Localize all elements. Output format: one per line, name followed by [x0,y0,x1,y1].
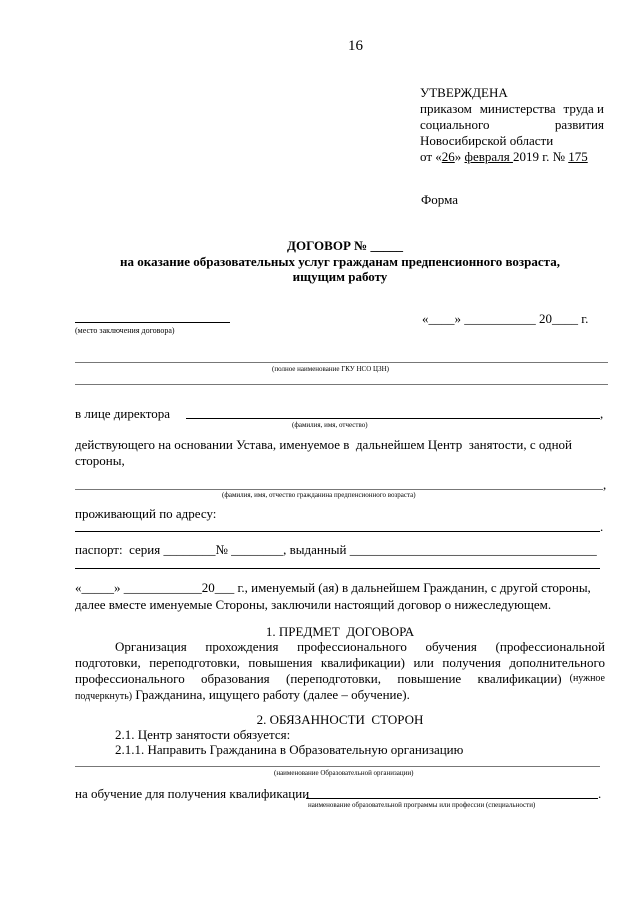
place-underline [75,322,230,323]
section-1-line-3 [75,671,605,687]
cszn-underline-2 [75,384,608,385]
basis-line-1: действующего на основании Устава, именуемое в дальнейшем Центр занятости, с одной [75,437,573,452]
approval-word: министерства [479,101,556,116]
approval-line-2 [420,117,604,133]
section-1-title: 1. ПРЕДМЕТ ДОГОВОРА [265,624,415,639]
training-underline [306,798,598,799]
date-year: 2019 г. № [512,149,569,164]
basis-text [75,437,608,469]
director-comma: , [600,406,604,421]
section-1-note: (нужное [569,673,605,684]
section-2-p1: 2.1. Центр занятости обязуется: [115,727,291,742]
approval-line-3: Новосибирской области [420,133,554,148]
cszn-caption: (полное наименование ГКУ НСО ЦЗН) [272,365,389,373]
contract-title: ДОГОВОР № _____ [287,238,403,253]
section-1-body [75,639,605,705]
section-1-line-2: подготовки, переподготовки, повышения квалификации) или получения дополнительного [75,655,605,670]
approval-word: приказом [420,101,472,116]
cszn-underline [75,362,608,363]
date-day: 26 [441,149,455,164]
section-1-line-1: Организация прохождения профессионального обучения (профессиональной [115,639,605,654]
training-prefix: на обучение для получения квалификации [75,786,310,801]
program-caption: наименование образовательной программы или профессии (специальности) [308,801,536,809]
dated-line-2: далее вместе именуемые Стороны, заключили настоящий договор о нижеследующем. [75,597,552,612]
approval-block [420,85,604,165]
dated-line-1: «_____» ____________20___ г., именуемый (ая) в дальнейшем Гражданин, с другой стороны, [75,580,591,595]
contract-subtitle-1: на оказание образовательных услуг гражданам предпенсионного возраста, [120,254,560,269]
order-number: 175 [568,149,588,164]
date-month: февраля [464,149,513,164]
section-1-note-2: подчеркнуть) [75,691,133,702]
residing-dot: . [600,519,604,534]
section-1-line-4 [75,687,605,705]
section-1-line-3-main: профессионального образования (переподготовки, повышение квалификации) [75,671,562,686]
org-caption: (наименование Образовательной организации) [274,769,414,777]
approval-title: УТВЕРЖДЕНА [420,85,508,100]
approval-date-line [420,149,604,165]
date-prefix: от « [420,149,442,164]
place-caption: (место заключения договора) [75,326,175,335]
approval-word: развития [554,117,604,132]
section-1-line-4-main: Гражданина, ищущего работу (далее – обучение). [132,687,410,702]
director-caption: (фамилия, имя, отчество) [292,421,368,429]
org-underline [75,766,600,767]
residing-label: проживающий по адресу: [75,506,217,521]
passport-line: паспорт: серия ________№ ________, выданный ______________________________________ [75,542,597,557]
director-prefix: в лице директора [75,406,171,421]
basis-line-2: стороны, [75,453,125,468]
dated-text [75,579,615,613]
director-underline [186,418,600,419]
approval-line-1 [420,101,604,117]
approval-word: труда и [563,101,604,116]
citizen-caption: (фамилия, имя, отчество гражданина предпенсионного возраста) [222,491,416,499]
page-number: 16 [348,38,363,54]
section-2-title: 2. ОБЯЗАННОСТИ СТОРОН [256,712,424,727]
date-line: «____» ___________ 20____ г. [422,311,589,326]
form-label: Форма [421,192,458,207]
training-dot: . [598,786,602,801]
citizen-comma: , [603,477,607,492]
passport-underline [75,568,600,569]
section-2-p2: 2.1.1. Направить Гражданина в Образовательную организацию [115,742,464,757]
residing-underline [75,531,600,532]
approval-word: социального [420,117,490,132]
citizen-underline [75,489,603,490]
contract-subtitle-2: ищущим работу [292,269,388,284]
date-mid: » [454,149,465,164]
